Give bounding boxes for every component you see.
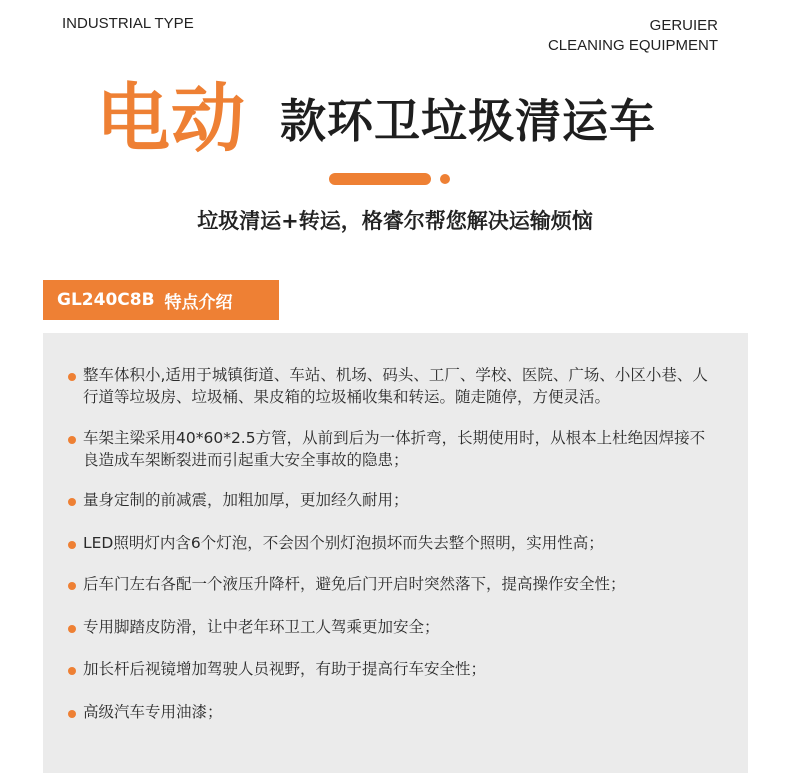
section-header-tab <box>43 280 279 320</box>
title-highlight: 电动 <box>96 76 246 162</box>
divider-bar <box>329 173 431 185</box>
bullet-dot-icon <box>68 541 76 549</box>
bullet-dot-icon <box>68 373 76 381</box>
feature-item <box>70 489 720 511</box>
bullet-dot-icon <box>68 498 76 506</box>
bullet-dot-icon <box>68 436 76 444</box>
header-right-tag <box>548 16 718 56</box>
title-rest: 款环卫垃圾清运车 <box>280 94 656 148</box>
feature-text: 后车门左右各配一个液压升降杆，避免后门开启时突然落下，提高操作安全性； <box>83 575 626 593</box>
brand-name: GERUIER <box>649 17 718 34</box>
subtitle: 垃圾清运+转运，格睿尔帮您解决运输烦恼 <box>197 209 593 233</box>
feature-text: LED照明灯内含6个灯泡，不会因个别灯泡损坏而失去整个照明，实用性高； <box>83 534 604 552</box>
feature-item <box>70 701 720 723</box>
feature-item <box>70 532 720 554</box>
features-panel <box>43 333 748 773</box>
section-label: 特点介绍 <box>164 292 233 313</box>
bullet-dot-icon <box>68 625 76 633</box>
feature-item <box>70 658 720 680</box>
brand-tagline: CLEANING EQUIPMENT <box>547 37 718 54</box>
feature-text: 专用脚踏皮防滑，让中老年环卫工人驾乘更加安全； <box>83 618 440 636</box>
divider-dot <box>440 174 450 184</box>
header-left-tag: INDUSTRIAL TYPE <box>62 15 194 32</box>
feature-text: 高级汽车专用油漆； <box>83 703 223 721</box>
bullet-dot-icon <box>68 582 76 590</box>
feature-text: 整车体积小,适用于城镇街道、车站、机场、码头、工厂、学校、医院、广场、小区小巷、人行道等垃圾房、垃圾桶、果皮箱的垃圾桶收集和转运。随走随停，方便灵活。 <box>83 366 708 406</box>
feature-text: 加长杆后视镜增加驾驶人员视野，有助于提高行车安全性； <box>83 660 487 678</box>
feature-text: 量身定制的前减震，加粗加厚，更加经久耐用； <box>83 491 409 509</box>
feature-text: 车架主梁采用40*60*2.5方管，从前到后为一体折弯，长期使用时，从根本上杜绝因焊接不良造成车架断裂进而引起重大安全事故的隐患； <box>83 429 706 469</box>
feature-item <box>70 616 720 638</box>
page-title <box>96 68 716 162</box>
model-code: GL240C8B <box>57 290 155 310</box>
bullet-dot-icon <box>68 667 76 675</box>
bullet-dot-icon <box>68 710 76 718</box>
feature-item <box>70 573 720 595</box>
feature-item <box>70 364 720 408</box>
feature-item <box>70 427 720 471</box>
